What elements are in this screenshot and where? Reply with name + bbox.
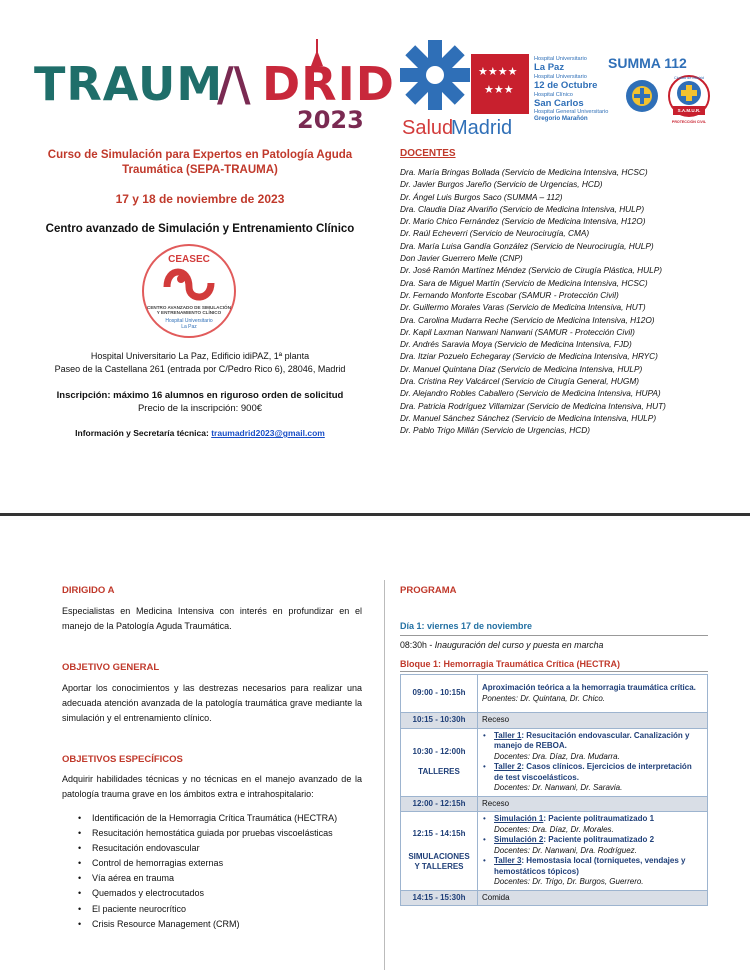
row-type-label: TALLERES [418,767,460,776]
docente-item: Dr. Mario Chico Fernández (Servicio de Medicina Intensiva, H12O) [400,216,646,227]
docente-item: Dr. Andrés Saravia Moya (Servicio de Medicina Intensiva, FJD) [400,339,632,350]
objetivo-item: • Resucitación endovascular [80,841,337,856]
objetivo-item: • Crisis Resource Management (CRM) [80,917,337,932]
docente-item: Dra. Cristina Rey Valcárcel (Servicio de Cirugía General, HUGM) [400,376,639,387]
row-content: Receso [478,713,708,729]
svg-text:★★★: ★★★ [484,83,514,96]
docente-item: Dr. Manuel Sánchez Sánchez (Servicio de Medicina Intensiva, HULP) [400,412,657,423]
objetivo-item: • Control de hemorragias externas [80,856,337,871]
table-row [401,713,708,729]
address-line1: Hospital Universitario La Paz, Edificio idiPAZ, 1ª planta [90,351,310,361]
docente-item: Dr. Alejandro Robles Caballero (Servicio de Medicina Intensiva, HUPA) [400,388,661,399]
docentes-title: DOCENTES [400,148,456,159]
samur-text: S.A.M.U.R. [677,108,701,113]
hospital-3-small: Hospital Clínico [534,92,573,98]
objetivo-item: • Vía aérea en trauma [80,871,337,886]
objetivos-list [80,811,337,932]
row-time: 10:15 - 10:30h [401,713,478,729]
objetivos-especificos-intro: Adquirir habilidades técnicas y no técnicas en el manejo avanzado de la patología trauma grave en los ámbitos extra e intrahospitalario: [62,774,362,799]
objetivo-item: • El paciente neurocrítico [80,902,337,917]
objetivo-general-text: Aportar los conocimientos y las destrezas necesarios para realizar una adecuada atención avanzada de la patología traumática grave mediante la simulación y el entrenamiento clínico. [62,683,362,723]
table-row [401,796,708,812]
address [30,350,370,376]
logo-year: 2023 [297,106,364,134]
docente-item: Dr. Fernando Monforte Escobar (SAMUR - Protección Civil) [400,289,619,300]
samur-sub: PROTECCIÓN CIVIL [671,120,707,124]
block-label: Bloque 1: Hemorragia Traumática Crítica (HECTRA) [400,659,621,669]
docente-item: Dr. Raúl Echeverri (Servicio de Neurocirugía, CMA) [400,228,590,239]
row-time: 10:30 - 12:00h [412,746,466,756]
inscription-price: Precio de la inscripción: 900€ [137,403,263,414]
address-line2: Paseo de la Castellana 261 (entrada por C/Pedro Rico 6), 28046, Madrid [54,364,346,374]
schedule-table [400,674,708,906]
comunidad-madrid-flag-icon [471,54,529,114]
summa-text: SUMMA 112 [608,55,687,71]
traumadrid-logo [34,36,395,136]
row-time-cell [401,728,478,796]
email-link[interactable]: traumadrid2023@gmail.com [211,428,325,438]
docente-item: Dra. Claudia Díaz Alvariño (Servicio de Medicina Intensiva, HULP) [400,203,645,214]
sponsor-logos [398,38,718,138]
row-content: Receso [478,796,708,812]
row-time: 14:15 - 15:30h [401,890,478,906]
list-item [482,814,703,835]
ceasec-sub1: CENTRO AVANZADO DE SIMULACIÓN [147,305,231,310]
page-divider [0,513,750,516]
simulacion-2-docentes: Docentes: Dr. Nanwani, Dra. Rodríguez. [494,845,637,855]
course-title-line2: Traumática (SEPA-TRAUMA) [122,164,278,176]
samur-emblem-icon [669,76,709,124]
docente-item: Dr. Javier Burgos Jareño (Servicio de Urgencias, HCD) [400,179,603,190]
docente-item: Dr. Ángel Luis Burgos Saco (SUMMA – 112) [400,191,563,202]
row-content [478,728,708,796]
inscription-limit: Inscripción: máximo 16 alumnos en riguroso orden de solicitud [56,390,344,401]
ceasec-hosp1: Hospital Universitario [165,318,213,324]
column-divider [384,580,385,970]
objetivo-general-title: OBJETIVO GENERAL [62,662,160,673]
list-item [482,762,703,794]
ceasec-logo [141,243,237,339]
ceasec-hosp2: La Paz [181,324,197,330]
taller-3-docentes: Docentes: Dr. Trigo, Dr. Burgos, Guerrero. [494,877,644,886]
ceasec-name: CEASEC [168,254,210,265]
summa-emblem-icon [626,80,658,112]
docente-item: Dra. María Luisa Gandía González (Servicio de Neurocirugía, HULP) [400,240,654,251]
simulacion-1-link[interactable]: Simulación 1 [494,814,544,823]
docente-item: Dra. Carolina Mudarra Reche (Servicio de Medicina Intensiva, H12O) [400,314,655,325]
hospital-3-big: San Carlos [534,98,584,109]
simulacion-1-title: : Paciente politraumatizado 1 [543,814,655,823]
taller-3-link[interactable]: Taller 3 [494,856,522,865]
taller-2-docentes: Docentes: Dr. Nanwani, Dr. Saravia. [494,783,623,792]
row-time: 12:15 - 14:15h [412,829,466,838]
objetivo-item: • Identificación de la Hemorragia Crítica Traumática (HECTRA) [80,811,337,826]
madrid-text: Madrid [451,117,513,139]
simulacion-2-title: : Paciente politraumatizado 2 [543,835,655,844]
dirigido-text: Especialistas en Medicina Intensiva con interés en profundizar en el manejo de la Patología Aguda Traumática. [62,606,362,631]
block-rule [400,671,708,672]
row-content [478,675,708,713]
simulacion-1-docentes: Docentes: Dra. Díaz, Dr. Morales. [494,824,614,834]
list-item [482,856,703,888]
logo-drid: DRID [262,57,395,111]
row-content [478,812,708,891]
session-ponentes: Ponentes: Dr. Quintana, Dr. Chico. [482,693,606,703]
table-row [401,728,708,796]
table-row [401,890,708,906]
row-time: 09:00 - 10:15h [401,675,478,713]
salud-madrid-star-icon [400,40,470,110]
course-title [30,148,370,178]
inauguration-time: 08:30h - [400,640,435,650]
taller-2-link[interactable]: Taller 2 [494,762,522,771]
course-title-line1: Curso de Simulación para Expertos en Patología Aguda [47,149,353,161]
docente-item: Don Javier Guerrero Melle (CNP) [400,253,523,264]
docente-item: Dr. Manuel Quintana Díaz (Servicio de Medicina Intensiva, HULP) [400,363,643,374]
hospital-2-big: 12 de Octubre [534,80,598,91]
course-dates: 17 y 18 de noviembre de 2023 [115,192,285,206]
taller-1-docentes: Docentes: Dra. Díaz, Dra. Mudarra. [494,751,620,761]
ceasec-sub2: Y ENTRENAMIENTO CLÍNICO [156,310,222,315]
docentes-list [400,166,730,437]
dirigido-title: DIRIGIDO A [62,585,115,596]
hospital-1-small: Hospital Universitario [534,56,587,62]
docente-item: Dra. María Bringas Bollada (Servicio de Medicina Intensiva, HCSC) [400,167,648,177]
summa-ring-text: Ciudad de Madrid [674,76,704,80]
day-rule [400,635,708,636]
session-title: Aproximación teórica a la hemorragia traumática crítica. [482,683,696,692]
docente-item: Dr. José Ramón Martínez Méndez (Servicio de Cirugía Plástica, HULP) [400,265,663,276]
docente-item: Dr. Pablo Trigo Millán (Servicio de Urgencias, HCD) [400,425,590,436]
info-line [30,428,370,438]
logo-slash: /\ [217,57,251,111]
hospital-4-big: Gregorio Marañón [534,115,588,122]
logo-traum: TRAUM [34,57,224,111]
salud-text: Salud [402,117,454,139]
docente-item: Dr. Guillermo Morales Varas (Servicio de Medicina Intensiva, HUT) [400,302,646,313]
docente-item: Dra. Sara de Miguel Martín (Servicio de Medicina Intensiva, HCSC) [400,277,648,288]
objetivo-item: • Resucitación hemostática guiada por pruebas viscoelásticas [80,826,337,841]
objetivos-especificos-title: OBJETIVOS ESPECÍFICOS [62,754,183,765]
taller-1-link[interactable]: Taller 1 [494,730,522,740]
row-time-cell [401,812,478,891]
day-label: Día 1: viernes 17 de noviembre [400,621,533,631]
hospital-1-big: La Paz [534,62,565,73]
row-time: 12:00 - 12:15h [401,796,478,812]
inauguration-text: Inauguración del curso y puesta en marcha [434,640,604,650]
objetivo-item: • Quemados y electrocutados [80,886,337,901]
list-item [482,731,703,763]
docente-item: Dra. Itziar Pozuelo Echegaray (Servicio de Medicina Intensiva, HRYC) [400,351,658,362]
taller-3-title: : Hemostasia local (torniquetes, vendajes y hemostáticos tópicos) [494,856,686,876]
taller-1-title: : Resucitación endovascular. Canalización y manejo de REBOA. [494,730,690,750]
hospital-4-small: Hospital General Universitario [534,109,609,115]
inscription [30,389,370,415]
svg-text:★★★★: ★★★★ [478,65,518,78]
hospital-2-small: Hospital Universitario [534,74,587,80]
table-row [401,812,708,891]
simulacion-2-link[interactable]: Simulación 2 [494,835,544,844]
row-type-label: SIMULACIONES Y TALLERES [408,851,470,871]
inauguration-line [400,640,603,650]
center-name: Centro avanzado de Simulación y Entrenamiento Clínico [45,223,355,235]
docente-item: Dra. Patricia Rodríguez Villamizar (Servicio de Medicina Intensiva, HUT) [400,400,666,411]
row-content: Comida [478,890,708,906]
programa-title: PROGRAMA [400,585,457,596]
list-item [482,835,703,856]
info-label: Información y Secretaría técnica: [75,428,212,438]
table-row [401,675,708,713]
docente-item: Dr. Kapil Laxman Nanwani Nanwani (SAMUR - Protección Civil) [400,326,635,337]
taller-2-title: : Casos clínicos. Ejercicios de interpretación de test viscoelásticos. [494,762,692,782]
